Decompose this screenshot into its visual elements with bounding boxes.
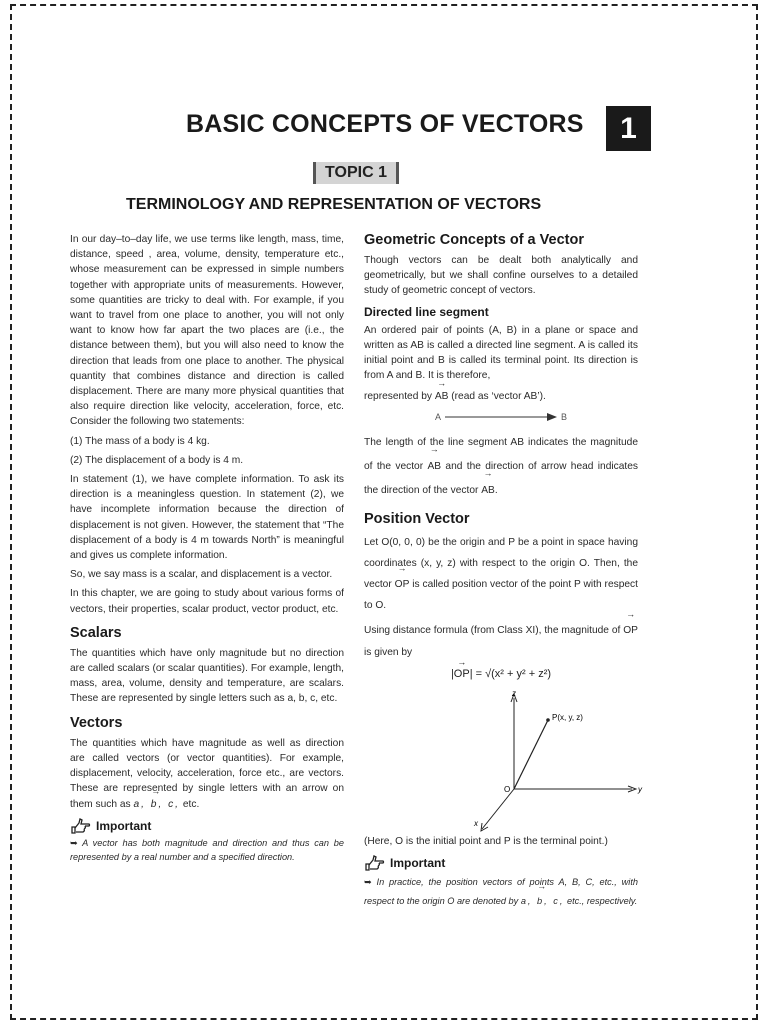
length-magnitude-text — [364, 431, 638, 503]
segment-ab-diagram — [364, 409, 638, 425]
point-a-label: A — [434, 411, 441, 422]
ab-rep-suffix: (read as ‘vector AB’). — [451, 391, 546, 403]
point-b-label: B — [561, 411, 568, 422]
x-axis-line — [482, 789, 514, 829]
position-vector-diagram — [424, 684, 654, 834]
geometric-concepts-text: Though vectors can be dealt both analytically and geometrically, but we shall confine ourselves to a detailed study of geometric concept of vectors. — [364, 255, 638, 297]
diagram-caption: (Here, O is the initial point and P is the terminal point.) — [364, 835, 608, 847]
origin-label: O — [504, 784, 511, 794]
vector-op-2: → OP — [623, 620, 638, 642]
ab-representation — [364, 389, 638, 404]
directed-line-segment-heading: Directed line segment — [364, 304, 489, 319]
statement-explanation: In statement (1), we have complete information. To ask its direction is a meaningless question. In statement (2), we have incomplete information because the direction of displacement is not given. However, the statement that “The displacement of a body is 4 m towards North” is meaningful and gives us complete information. — [70, 474, 344, 562]
distance-formula-text — [364, 620, 638, 664]
scalar-vector-summary: So, we say mass is a scalar, and displacement is a vector. — [70, 569, 333, 581]
important-box-left — [70, 818, 344, 834]
position-text-1: Let O(0, 0, 0) be the origin and P be a point in space having coordinates (x, y, z) with respect to the origin O. Then, the vector — [364, 536, 638, 590]
formula-rhs: = √(x² + y² + z²) — [472, 667, 552, 680]
chapter-title: BASIC CONCEPTS OF VECTORS — [186, 110, 584, 138]
scalars-heading: Scalars — [70, 624, 122, 641]
left-column — [70, 232, 344, 864]
chapter-number-badge: 1 — [606, 106, 651, 151]
vectors-heading: Vectors — [70, 714, 123, 731]
formula-lhs: → |OP| — [451, 668, 473, 680]
important-note-text-2: etc., respectively. — [566, 895, 638, 906]
pointing-hand-icon — [364, 855, 386, 871]
length-text-2: and the direction of arrow head indicates the direction of the vector — [364, 460, 638, 496]
z-axis-label: z — [512, 688, 516, 698]
scalars-text: The quantities which have only magnitude but no direction are called scalars (or scalar quantities). For example, length, mass, area, volume, density and temperature, are scalars. These are represented by single letters such as a, b, c, etc. — [70, 647, 344, 705]
ab-rep-prefix: represented by — [364, 391, 432, 403]
topic-label: TOPIC 1 — [313, 162, 399, 184]
intro-paragraph: In our day–to–day life, we use terms like length, mass, time, distance, speed , area, volume, density, temperature etc., whose measurement can be expressed in simple numbers together with appropriate units of measurements. However, some quantities are tricky to deal with. For example, if you want to travel from one place to another, you will not only want to know how far apart the two places are (i.e., the distance between them), but you will also need to know the direction that leads from one place to another. The physical quantity that combines distance and direction is called displacement. There are many more physical quantities that also require direction like velocity, acceleration, force, etc. Consider the following two statements: — [70, 234, 344, 428]
important-note-left: ➥ A vector has both magnitude and direction and thus can be represented by a real number and a specified direction. — [70, 837, 344, 862]
distance-text-1: Using distance formula (from Class XI), the magnitude of — [364, 624, 621, 636]
statement-2: (2) The displacement of a body is 4 m. — [70, 454, 244, 466]
important-label: Important — [96, 818, 152, 833]
directed-line-segment-text: An ordered pair of points (A, B) in a plane or space and written as AB is called a directed line segment. A is called its initial point and B is called its terminal point. Its direction is from A and B. It is therefore, — [364, 324, 638, 382]
position-vector-letters: → a, b, c, — [521, 892, 565, 911]
important-box-right — [364, 855, 638, 871]
length-text-1: The length of the line segment AB indicates the magnitude of the vector — [364, 436, 638, 472]
point-p-dot — [546, 718, 550, 722]
point-p-label: P(x, y, z) — [552, 712, 583, 722]
vectors-text-end: etc. — [182, 798, 200, 810]
position-vector-text — [364, 532, 638, 616]
length-text-3: . — [494, 484, 498, 496]
vectors-text — [70, 736, 344, 812]
vector-ab-2: → AB — [427, 455, 441, 479]
statement-1: (1) The mass of a body is 4 kg. — [70, 435, 210, 447]
important-note-right — [364, 873, 638, 911]
topic-heading: TERMINOLOGY AND REPRESENTATION OF VECTORS — [126, 196, 542, 213]
position-text-2: is called position vector of the point P with respect to O. — [364, 578, 638, 611]
x-axis-arrowhead — [481, 823, 488, 831]
vector-op-line — [514, 720, 548, 789]
important-label: Important — [390, 855, 446, 870]
distance-text-2: is given by — [364, 646, 413, 658]
right-column — [364, 232, 642, 911]
important-note-text-1: ➥ In practice, the position vectors of points A, B, C, etc., with respect to the origin O are denoted by — [364, 876, 638, 906]
vector-ab-3: → AB — [481, 479, 495, 503]
vector-ab: → AB — [435, 389, 449, 404]
y-axis-label: y — [638, 784, 642, 794]
arrow-right-icon — [441, 412, 561, 422]
position-vector-heading: Position Vector — [364, 510, 470, 527]
x-axis-label: x — [474, 818, 478, 828]
vector-letters: → a, b, c, — [133, 797, 180, 812]
chapter-overview: In this chapter, we are going to study about various forms of vectors, their properties, scalar product, vector product, etc. — [70, 588, 344, 615]
geometric-concepts-heading: Geometric Concepts of a Vector — [364, 232, 584, 248]
vectors-text-body: The quantities which have magnitude as well as direction are called vectors (or vector quantities). For example, displacement, velocity, acceleration, force etc., are vectors. These are represented by single letters with an arrow on them such as — [70, 737, 344, 810]
magnitude-formula — [364, 668, 638, 680]
vector-op: → OP — [395, 574, 410, 595]
pointing-hand-icon — [70, 818, 92, 834]
